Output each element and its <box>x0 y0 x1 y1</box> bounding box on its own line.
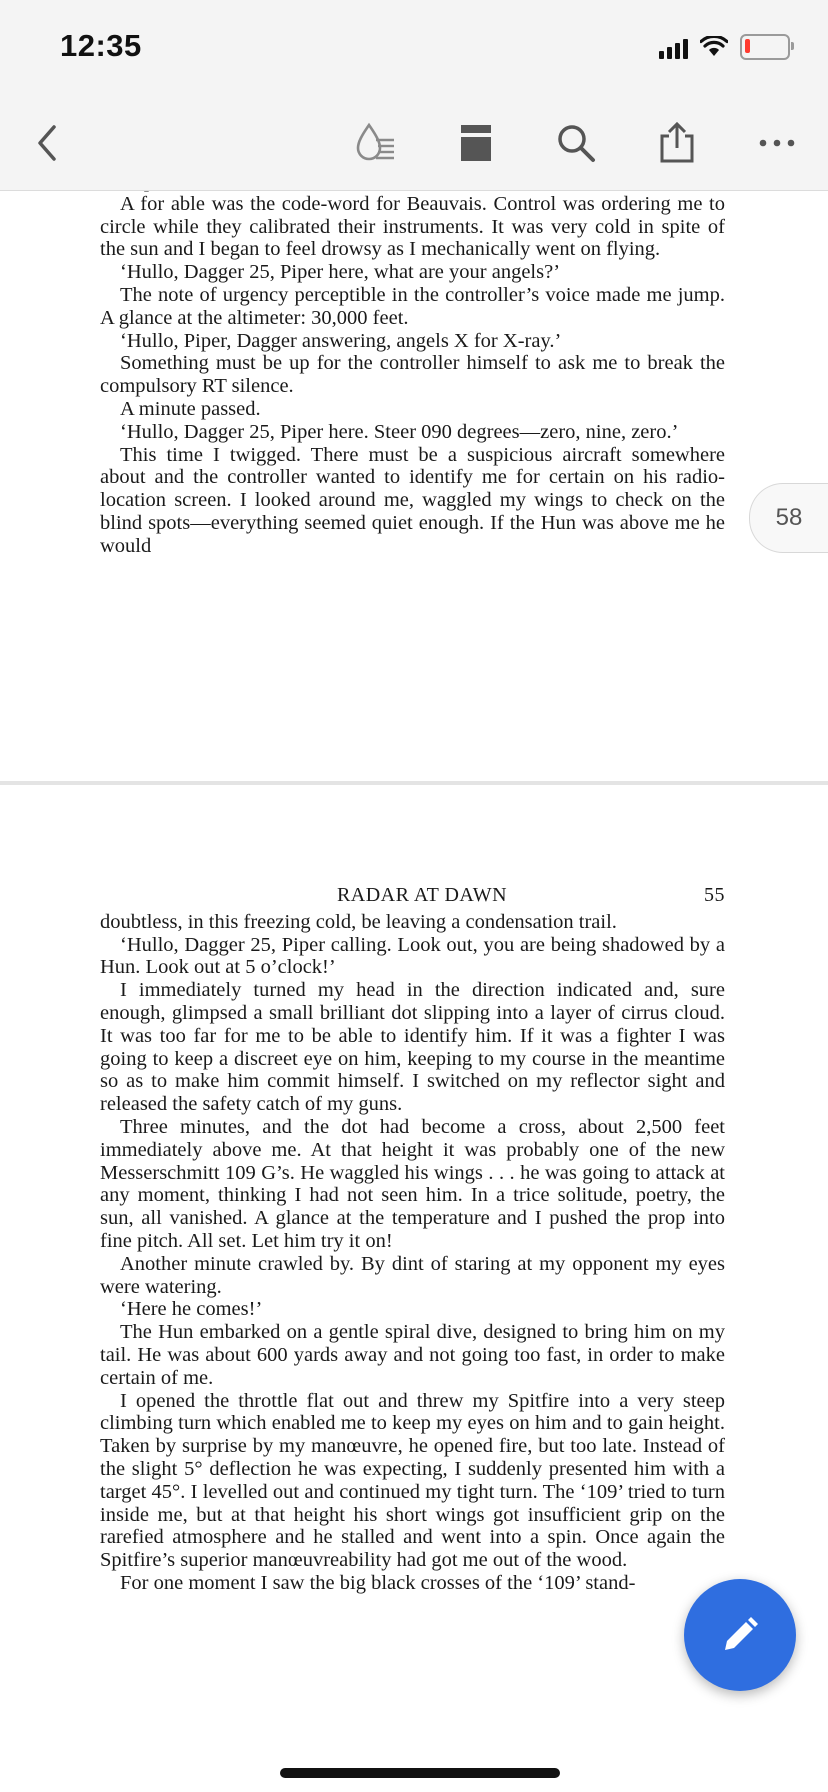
status-icons <box>659 34 790 60</box>
paragraph: ‘Hullo, Dagger 25, Piper here. Steer 090 degrees—zero, nine, zero.’ <box>120 420 679 443</box>
paragraph: Something must be up for the controller himself to ask me to break the compulsory RT silence. <box>100 352 725 398</box>
search-button[interactable] <box>551 118 601 168</box>
battery-icon <box>740 34 790 60</box>
paragraph: The Hun embarked on a gentle spiral dive, designed to bring him on my tail. He was about 600 yards away and not going too fast, in order to make certain of me. <box>100 1321 725 1389</box>
status-time: 12:35 <box>60 28 142 63</box>
back-icon <box>34 123 60 163</box>
paragraph: This time I twigged. There must be a suspicious aircraft somewhere about and the controller wanted to identify me for certain on his radio-location screen. I looked around me, waggled my wings to check on the blind spots—everything seemed quiet enough. If the Hun was above me he would <box>100 443 725 557</box>
paragraph: Another minute crawled by. By dint of staring at my opponent my eyes were watering. <box>100 1252 725 1298</box>
share-button[interactable] <box>652 118 702 168</box>
book-page-55 <box>100 884 725 1595</box>
paragraph: A minute passed. <box>120 397 261 420</box>
page-layout-icon <box>459 123 493 163</box>
paragraph: ‘Hullo, Dagger 25, Piper calling. Look out, you are being shadowed by a Hun. Look out at 5 o’clock!’ <box>100 933 725 979</box>
page-divider <box>0 781 828 785</box>
paragraph: A for able was the code-word for Beauvais. Control was ordering me to circle while they calibrated their instruments. It was very cold in spite of the sun and I began to feel drowsy as I mechanically went on flying. <box>100 192 725 261</box>
paragraph: ‘Here he comes!’ <box>120 1298 263 1321</box>
paragraph: The note of urgency perceptible in the controller’s voice made me jump. A glance at the altimeter: 30,000 feet. <box>100 283 725 329</box>
reading-mode-icon <box>352 120 398 166</box>
page-number: 55 <box>704 884 725 906</box>
paragraph: I opened the throttle flat out and threw my Spitfire into a very steep climbing turn which enabled me to keep my eyes on him and to gain height. Taken by surprise by my manœuvre, he opened fire, but too late. Instead of the slight 5° deflection he was expecting, I suddenly presented him with a target 45°. I levelled out and continued my tight turn. The ‘109’ tried to turn inside me, but at that height his short wings got insufficient grip on the rarefied atmosphere and he stalled and went into a spin. Once again the Spitfire’s superior manœuvreability had got me out of the wood. <box>100 1389 725 1572</box>
page-body <box>100 170 725 558</box>
more-button[interactable] <box>752 118 802 168</box>
edit-button[interactable] <box>684 1579 796 1691</box>
back-button[interactable] <box>22 118 72 168</box>
wifi-icon <box>700 36 728 58</box>
book-page-previous <box>100 170 725 558</box>
running-head <box>100 884 725 907</box>
page-body <box>100 911 725 1595</box>
home-indicator <box>280 1768 560 1778</box>
paragraph: Three minutes, and the dot had become a cross, about 2,500 feet immediately above me. At that height it was probably one of the new Messerschmitt 109 G’s. He waggled his wings . . . he was going to attack at any moment, thinking I had not seen him. In a trice solitude, poetry, the sun, all vanished. A glance at the temperature and I pushed the prop into fine pitch. All set. Let him try it on! <box>100 1115 725 1252</box>
search-icon <box>556 123 596 163</box>
cellular-signal-icon <box>659 35 688 59</box>
running-title: RADAR AT DAWN <box>336 884 508 906</box>
paragraph: ‘Hullo, Piper, Dagger answering, angels X for X-ray.’ <box>120 329 562 352</box>
pencil-icon <box>719 1614 761 1656</box>
reading-mode-button[interactable] <box>350 118 400 168</box>
paragraph: For one moment I saw the big black crosses of the ‘109’ stand- <box>120 1571 636 1594</box>
paragraph: I immediately turned my head in the direction indicated and, sure enough, glimpsed a small brilliant dot slipping into a layer of cirrus cloud. It was too far for me to be able to identify him. If it was a fighter I was going to keep a discreet eye on him, keeping to my course in the meantime so as to make him commit himself. I switched on my reflector sight and released the safety catch of my guns. <box>100 979 725 1116</box>
page-layout-button[interactable] <box>451 118 501 168</box>
paragraph: doubtless, in this freezing cold, be leaving a condensation trail. <box>100 910 617 933</box>
share-icon <box>657 122 697 164</box>
page-indicator-number: 58 <box>775 504 803 531</box>
paragraph: ‘Hullo, Dagger 25, Piper here, what are your angels?’ <box>120 261 561 284</box>
more-icon <box>757 138 797 148</box>
top-bar <box>0 0 828 191</box>
page-indicator-tab[interactable] <box>749 483 828 553</box>
